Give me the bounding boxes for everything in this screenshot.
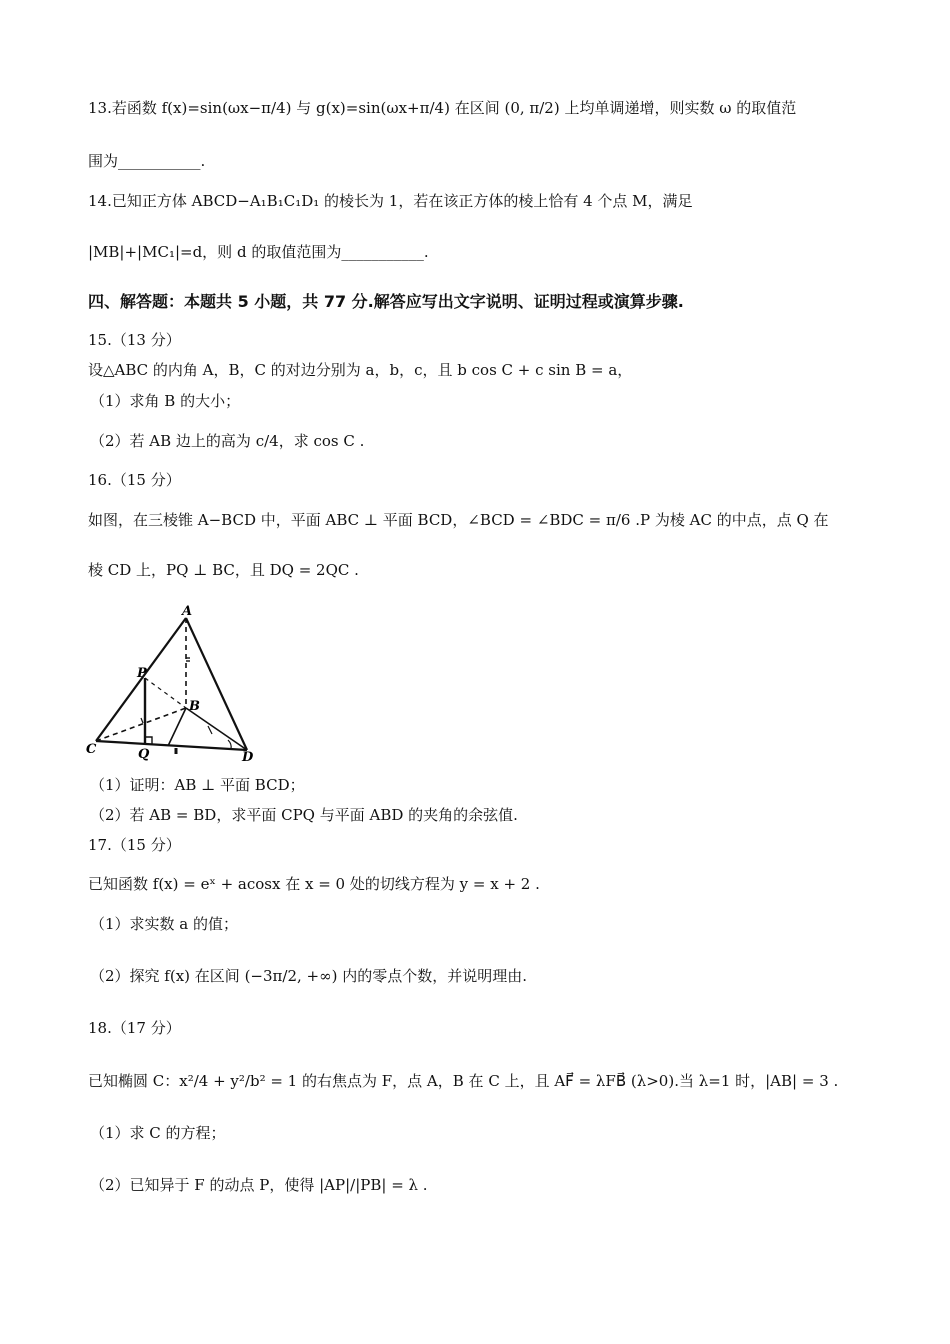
- q13-line1: 13.若函数 f(x)=sin(ωx−π/4) 与 g(x)=sin(ωx+π/4) 在区间 (0, π/2) 上均单调递增，则实数 ω 的取值范: [88, 99, 797, 117]
- label-A: A: [182, 604, 193, 619]
- q16-part1: （1）证明：AB ⊥ 平面 BCD；: [90, 776, 305, 794]
- section-heading: 四、解答题：本题共 5 小题，共 77 分.解答应写出文字说明、证明过程或演算步骤.: [88, 292, 684, 311]
- angle-arc-D: [228, 740, 231, 749]
- q16-part2: （2）若 AB = BD，求平面 CPQ 与平面 ABD 的夹角的余弦值.: [90, 806, 518, 824]
- q16-stem1: 如图，在三棱锥 A−BCD 中，平面 ABC ⊥ 平面 BCD，∠BCD = ∠BDC = π/6 .P 为棱 AC 的中点，点 Q 在: [88, 511, 829, 529]
- label-C: C: [86, 742, 97, 757]
- q18-part1: （1）求 C 的方程；: [90, 1124, 226, 1142]
- q17-part2: （2）探究 f(x) 在区间 (−3π/2, +∞) 内的零点个数，并说明理由.: [90, 967, 527, 985]
- q15-part2: （2）若 AB 边上的高为 c/4，求 cos C .: [90, 432, 365, 450]
- q18-stem: 已知椭圆 C：x²/4 + y²/b² = 1 的右焦点为 F，点 A，B 在 C 上，且 AF⃗ = λFB⃗ (λ>0).当 λ=1 时，|AB| = 3 .: [88, 1072, 839, 1090]
- q15-part1: （1）求角 B 的大小；: [90, 392, 241, 410]
- edge-AD: [186, 618, 247, 750]
- label-B: B: [189, 699, 200, 714]
- label-D: D: [242, 750, 254, 765]
- label-P: P: [137, 666, 147, 681]
- q15-stem: 设△ABC 的内角 A，B，C 的对边分别为 a，b，c，且 b cos C + c sin B = a，: [88, 361, 633, 379]
- q14-line1: 14.已知正方体 ABCD−A₁B₁C₁D₁ 的棱长为 1，若在该正方体的棱上恰有 4 个点 M，满足: [88, 192, 693, 210]
- edge-CD: [96, 741, 247, 750]
- q16-header: 16.（15 分）: [88, 471, 181, 489]
- q17-stem: 已知函数 f(x) = eˣ + acosx 在 x = 0 处的切线方程为 y = x + 2 .: [88, 875, 540, 893]
- q17-header: 17.（15 分）: [88, 836, 181, 854]
- q13-line2: 围为___________.: [88, 152, 206, 170]
- segment-B-midpoint: [168, 708, 186, 746]
- q18-part2: （2）已知异于 F 的动点 P，使得 |AP|/|PB| = λ .: [90, 1176, 428, 1194]
- q17-part1: （1）求实数 a 的值；: [90, 915, 239, 933]
- tetrahedron-figure: [82, 598, 262, 768]
- q18-header: 18.（17 分）: [88, 1019, 181, 1037]
- edge-PB-hidden: [145, 678, 186, 708]
- q14-line2: |MB|+|MC₁|=d，则 d 的取值范围为___________.: [88, 243, 429, 261]
- tick-mark: [141, 718, 143, 723]
- tick-mark: [208, 726, 212, 734]
- q15-header: 15.（13 分）: [88, 331, 181, 349]
- label-Q: Q: [138, 747, 150, 762]
- q16-stem2: 棱 CD 上，PQ ⊥ BC，且 DQ = 2QC .: [88, 561, 359, 579]
